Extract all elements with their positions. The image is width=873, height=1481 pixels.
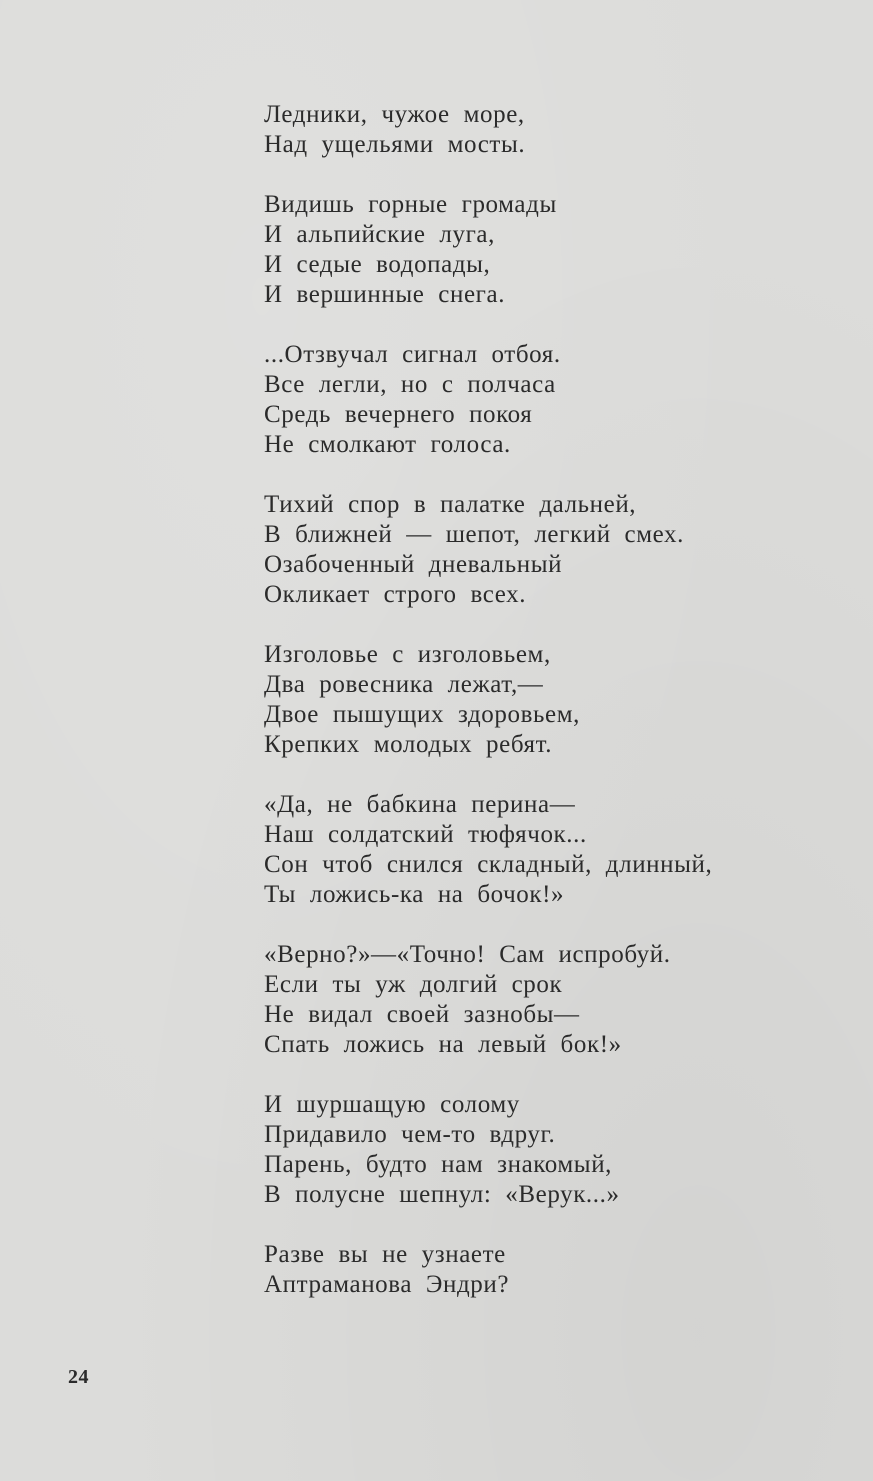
poem-line: И шуршащую солому — [264, 1091, 520, 1118]
stanza — [264, 940, 824, 1060]
poem-line: Окликает строго всех. — [264, 581, 527, 608]
poem-line: Ты ложись-ка на бочок!» — [264, 881, 565, 908]
poem-line: И вершинные снега. — [264, 281, 506, 308]
poem-line: Озабоченный дневальный — [264, 551, 563, 578]
poem-line: Над ущельями мосты. — [264, 131, 526, 158]
stanza — [264, 190, 824, 310]
poem-line: Не смолкают голоса. — [264, 431, 511, 458]
poem-line: Наш солдатский тюфячок... — [264, 821, 587, 848]
poem-line: Тихий спор в палатке дальней, — [264, 491, 637, 518]
poem-line: В полусне шепнул: «Верук...» — [264, 1181, 620, 1208]
stanza — [264, 340, 824, 460]
page-number: 24 — [68, 1366, 89, 1388]
poem-line: Средь вечернего покоя — [264, 401, 533, 428]
stanza — [264, 100, 824, 160]
poem-line: Разве вы не узнаете — [264, 1241, 506, 1268]
poem-line: Сон чтоб снился складный, длинный, — [264, 851, 713, 878]
poem-text — [264, 100, 824, 1330]
stanza — [264, 1090, 824, 1210]
poem-line: Если ты уж долгий срок — [264, 971, 563, 998]
poem-line: Изголовье с изголовьем, — [264, 641, 551, 668]
poem-line: Не видал своей зазнобы— — [264, 1001, 580, 1028]
poem-line: Два ровесника лежат,— — [264, 671, 544, 698]
poem-line: «Верно?»—«Точно! Сам испробуй. — [264, 941, 671, 968]
stanza — [264, 490, 824, 610]
poem-line: В ближней — шепот, легкий смех. — [264, 521, 684, 548]
poem-line: Видишь горные громады — [264, 191, 557, 218]
stanza — [264, 1240, 824, 1300]
poem-line: Ледники, чужое море, — [264, 101, 525, 128]
poem-line: И седые водопады, — [264, 251, 491, 278]
poem-line: Аптраманова Эндри? — [264, 1271, 510, 1298]
poem-line: Крепких молодых ребят. — [264, 731, 553, 758]
poem-line: Парень, будто нам знакомый, — [264, 1151, 613, 1178]
poem-line: И альпийские луга, — [264, 221, 495, 248]
poem-line: ...Отзвучал сигнал отбоя. — [264, 341, 561, 368]
poem-line: «Да, не бабкина перина— — [264, 791, 576, 818]
stanza — [264, 640, 824, 760]
poem-line: Спать ложись на левый бок!» — [264, 1031, 622, 1058]
poem-line: Все легли, но с полчаса — [264, 371, 556, 398]
poem-line: Придавило чем-то вдруг. — [264, 1121, 556, 1148]
stanza — [264, 790, 824, 910]
poem-line: Двое пышущих здоровьем, — [264, 701, 580, 728]
